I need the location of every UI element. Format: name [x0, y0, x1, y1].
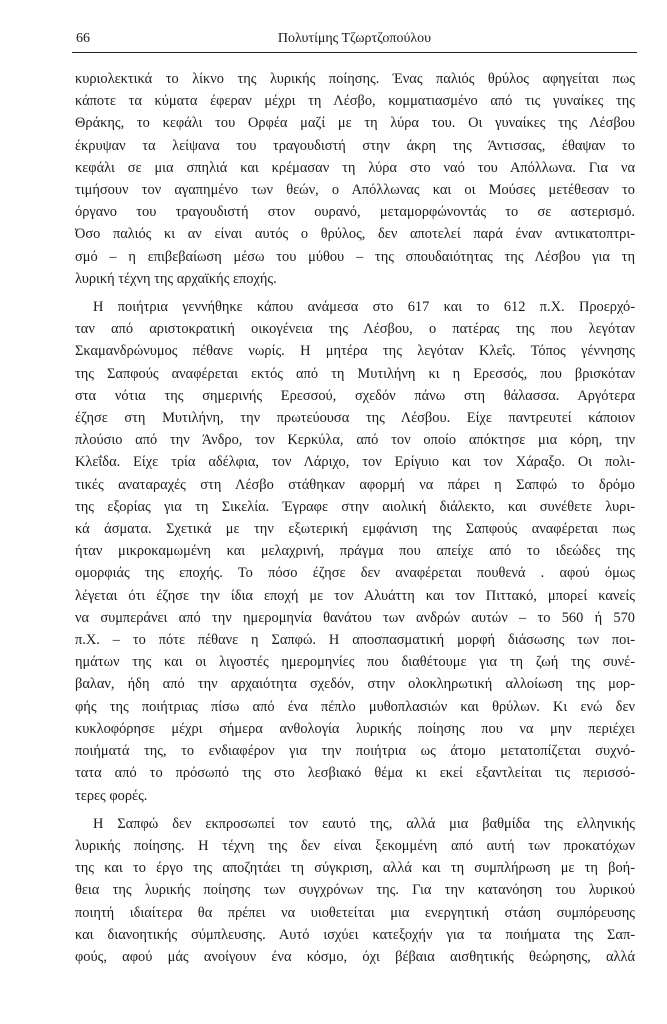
text-line: της Σαπφούς αναφέρεται εκτός από τη Μυτιλήνη κι η Ερεσσός, που βρισκόταν: [75, 365, 635, 382]
text-line: Όσο παλιός κι αν είναι αυτός ο θρύλος, δεν αποτελεί παρά έναν αντικατοπτρι-: [75, 226, 635, 243]
text-line: κυκλοφόρησε μέχρι σήμερα ανθολογία λυρικής ποίησης που να μην περιέχει: [75, 720, 635, 737]
text-line: π.Χ. – το πότε πέθανε η Σαπφώ. Η αποσπασματική μορφή διάσωσης των ποι-: [75, 632, 635, 649]
text-line: ποιητή ιδιαίτερα θα πρέπει να υιοθετείται μια ενεργητική στάση συμπόρευσης: [75, 904, 635, 921]
text-line: και διανοητικής σύμπλευσης. Αυτό ισχύει κατεξοχήν για τα ποιήματα της Σαπ-: [75, 926, 635, 943]
text-line: όργανο του τραγουδιστή στον ουρανό, μεταμορφώνοντάς το σε αστερισμό.: [75, 204, 635, 221]
text-line: φούς, αφού μάς ανοίγουν ένα κόσμο, όχι βέβαια αισθητικής θεώρησης, αλλά: [75, 948, 635, 965]
text-line: Θράκης, το κεφάλι του Ορφέα μαζί με τη λύρα του. Οι γυναίκες της Λέσβου: [75, 115, 635, 132]
text-line: βαλαν, ήδη από την αρχαιότητα σχεδόν, στην ολοκληρωτική αλλοίωση της μορ-: [75, 676, 635, 693]
text-line: Κλεΐδα. Είχε τρία αδέλφια, τον Λάριχο, τον Ερίγυιο και τον Χάραξο. Οι πολι-: [75, 454, 635, 471]
text-line: κάποτε τα κύματα έφεραν μέχρι τη Λέσβο, κομματιασμένο από τις γυναίκες της: [75, 93, 635, 110]
text-line: θεια της λυρικής ποίησης των συγχρόνων της. Για την κατανόηση του λυρικού: [75, 882, 635, 899]
text-line: τιμήσουν τον αγαπημένο των θεών, ο Απόλλωνας και οι Μούσες μετέθεσαν το: [75, 182, 635, 199]
running-header: [72, 30, 637, 53]
text-line: σμό – η επιβεβαίωση μέσω του μύθου – της σπουδαιότητας της Λέσβου για τη: [75, 248, 635, 265]
text-line: έκρυψαν τα λείψανα του τραγουδιστή στην άκρη της Άντισσας, έθαψαν το: [75, 137, 635, 154]
text-line: τικές αναταραχές στη Λέσβο στάθηκαν αφορμή να πάρει η Σαπφώ το δρόμο: [75, 476, 635, 493]
text-line: κεφάλι σε μια σπηλιά και κρέμασαν τη λύρα στο ναό του Απόλλωνα. Για να: [75, 159, 635, 176]
text-line: λυρικής ποίησης. Η τέχνη της δεν είναι ξεκομμένη από αυτή των προκατόχων: [75, 837, 635, 854]
paragraph: [75, 296, 635, 807]
text-line: τερες φορές.: [75, 787, 148, 804]
text-line: ποιήματά της, το ενδιαφέρον για την ποιήτρια ως άτομο μετατοπίζεται συχνό-: [75, 743, 635, 760]
text-line: ομορφιάς της εποχής. Το πόσο έζησε δεν αναφέρεται πουθενά . αφού όμως: [75, 565, 635, 582]
text-line: φής της ποιήτριας πίσω από ένα πέπλο μυθοπλασιών και θρύλων. Κι ενώ δεν: [75, 698, 635, 715]
body-text: [75, 68, 635, 974]
text-line: να συμπεράνει από την ημερομηνία θανάτου των ανδρών αυτών – το 560 ή 570: [75, 609, 635, 626]
text-line: Σκαμανδρώνυμος πέθανε νωρίς. Η μητέρα της λεγόταν Κλεΐς. Τόπος γέννησης: [75, 343, 635, 360]
text-line: κυριολεκτικά το λίκνο της λυρικής ποίησης. Ένας παλιός θρύλος αφηγείται πως: [75, 71, 635, 87]
page-number: 66: [76, 31, 90, 46]
text-line: ήταν μικροκαμωμένη και μελαχρινή, πράγμα που απείχε από το ιδεώδες της: [75, 543, 635, 560]
text-line: πλούσιο από την Άνδρο, τον Κερκύλα, από τον οποίο απόκτησε μια κόρη, την: [75, 432, 635, 449]
paragraph: [75, 813, 635, 968]
text-line: λέγεται ότι έζησε την ίδια εποχή με τον Αλυάττη και τον Πιττακό, μπορεί κανείς: [75, 587, 635, 604]
text-line: της και το έργο της αποζητάει τη σύγκριση, αλλά και τη συμπλήρωση με τη βοή-: [75, 860, 635, 877]
text-line: στα νότια της σημερινής Ερεσσού, σχεδόν πάνω στη θάλασσα. Αργότερα: [75, 387, 635, 404]
text-line: λυρική τέχνη της αρχαϊκής εποχής.: [75, 270, 277, 287]
paragraph: [75, 68, 635, 290]
text-line: ταν από αριστοκρατική οικογένεια της Λέσβου, ο πατέρας της που λεγόταν: [75, 321, 635, 338]
text-line: κά άσματα. Σχετικά με την εξωτερική εμφάνιση της Σαπφούς αναφέρεται πως: [75, 521, 635, 538]
running-title: Πολυτίμης Τζωρτζοπούλου: [277, 31, 432, 46]
text-line: ημάτων της και οι λιγοστές ημερομηνίες που διαθέτουμε για τη ζωή της συνέ-: [75, 654, 635, 671]
text-line: της εξορίας για τη Σικελία. Έγραφε στην αιολική διάλεκτο, και συνέθετε λυρι-: [75, 498, 635, 515]
text-line: τατα από το πρόσωπό της στο λεσβιακό θέμα κι εκεί εξαντλείται τις περισσό-: [75, 765, 635, 782]
text-line: έζησε στη Μυτιλήνη, την πρωτεύουσα της Λέσβου. Είχε παντρευτεί κάποιον: [75, 410, 635, 427]
text-line: Η Σαπφώ δεν εκπροσωπεί τον εαυτό της, αλλά μια βαθμίδα της ελληνικής: [93, 815, 635, 832]
text-line: Η ποιήτρια γεννήθηκε κάπου ανάμεσα στο 617 και το 612 π.Χ. Προερχό-: [93, 299, 635, 316]
